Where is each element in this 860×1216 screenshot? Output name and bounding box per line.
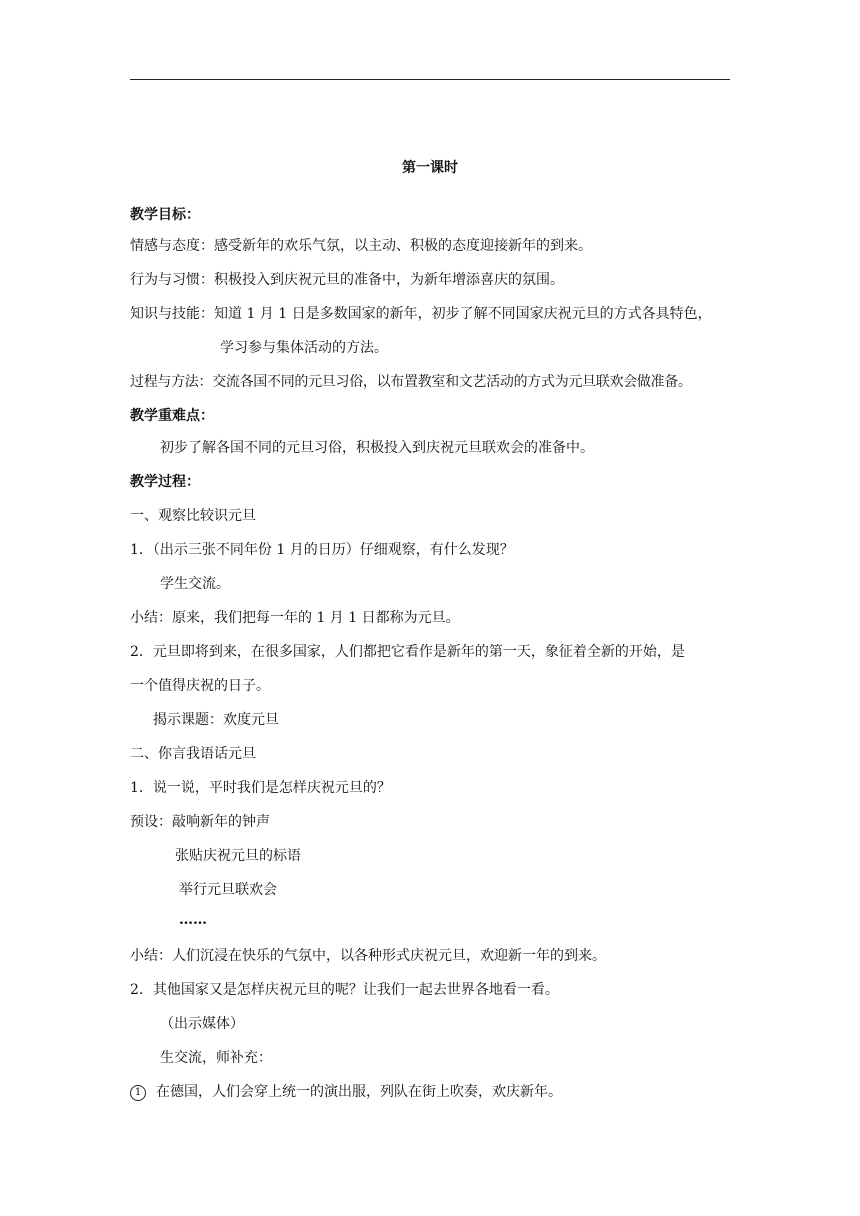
part2-germany-item bbox=[130, 1082, 562, 1102]
part2-summary: 小结：人们沉浸在快乐的气氛中，以各种形式庆祝元旦，欢迎新一年的到来。 bbox=[130, 948, 606, 964]
part2-title: 二、你言我语话元旦 bbox=[130, 746, 256, 762]
part1-item2: 2．元旦即将到来，在很多国家，人们都把它看作是新年的第一天，象征着全新的开始，是 bbox=[130, 644, 685, 660]
part1-item2-cont: 一个值得庆祝的日子。 bbox=[130, 678, 270, 694]
objective-emotion: 情感与态度：感受新年的欢乐气氛，以主动、积极的态度迎接新年的到来。 bbox=[130, 238, 592, 254]
process-heading: 教学过程： bbox=[130, 474, 200, 490]
circled-number: 1 bbox=[130, 1085, 146, 1101]
part1-reveal: 揭示课题：欢度元旦 bbox=[153, 712, 279, 728]
objectives-heading: 教学目标： bbox=[130, 207, 200, 223]
objective-knowledge-cont: 学习参与集体活动的方法。 bbox=[220, 340, 388, 356]
key-points-text: 初步了解各国不同的元旦习俗，积极投入到庆祝元旦联欢会的准备中。 bbox=[160, 440, 594, 456]
header-rule bbox=[130, 79, 730, 80]
key-points-heading: 教学重难点： bbox=[130, 408, 214, 424]
part2-ellipsis: …… bbox=[179, 912, 207, 928]
part2-item1: 1．说一说，平时我们是怎样庆祝元旦的？ bbox=[130, 780, 391, 796]
part1-title: 一、观察比较识元旦 bbox=[130, 508, 256, 524]
part1-student: 学生交流。 bbox=[160, 576, 230, 592]
part2-preset-3: 举行元旦联欢会 bbox=[179, 882, 277, 898]
objective-behavior: 行为与习惯：积极投入到庆祝元旦的准备中，为新年增添喜庆的氛围。 bbox=[130, 272, 564, 288]
part2-media: （出示媒体） bbox=[160, 1016, 244, 1032]
part2-exchange: 生交流，师补充： bbox=[160, 1050, 272, 1066]
objective-process: 过程与方法：交流各国不同的元旦习俗，以布置教室和文艺活动的方式为元旦联欢会做准备。 bbox=[130, 374, 692, 390]
part1-summary: 小结：原来，我们把每一年的 1 月 1 日都称为元旦。 bbox=[130, 610, 460, 626]
part2-preset-2: 张贴庆祝元旦的标语 bbox=[175, 848, 301, 864]
page-title: 第一课时 bbox=[402, 160, 458, 176]
part2-preset: 预设：敲响新年的钟声 bbox=[130, 814, 270, 830]
part2-germany-text: 在德国，人们会穿上统一的演出服，列队在街上吹奏，欢庆新年。 bbox=[156, 1084, 562, 1100]
part2-item2: 2．其他国家又是怎样庆祝元旦的呢？让我们一起去世界各地看一看。 bbox=[130, 982, 559, 998]
objective-knowledge: 知识与技能：知道 1 月 1 日是多数国家的新年，初步了解不同国家庆祝元旦的方式各具特色， bbox=[130, 306, 712, 322]
part1-item1: 1．（出示三张不同年份 1 月的日历）仔细观察，有什么发现？ bbox=[130, 542, 514, 558]
